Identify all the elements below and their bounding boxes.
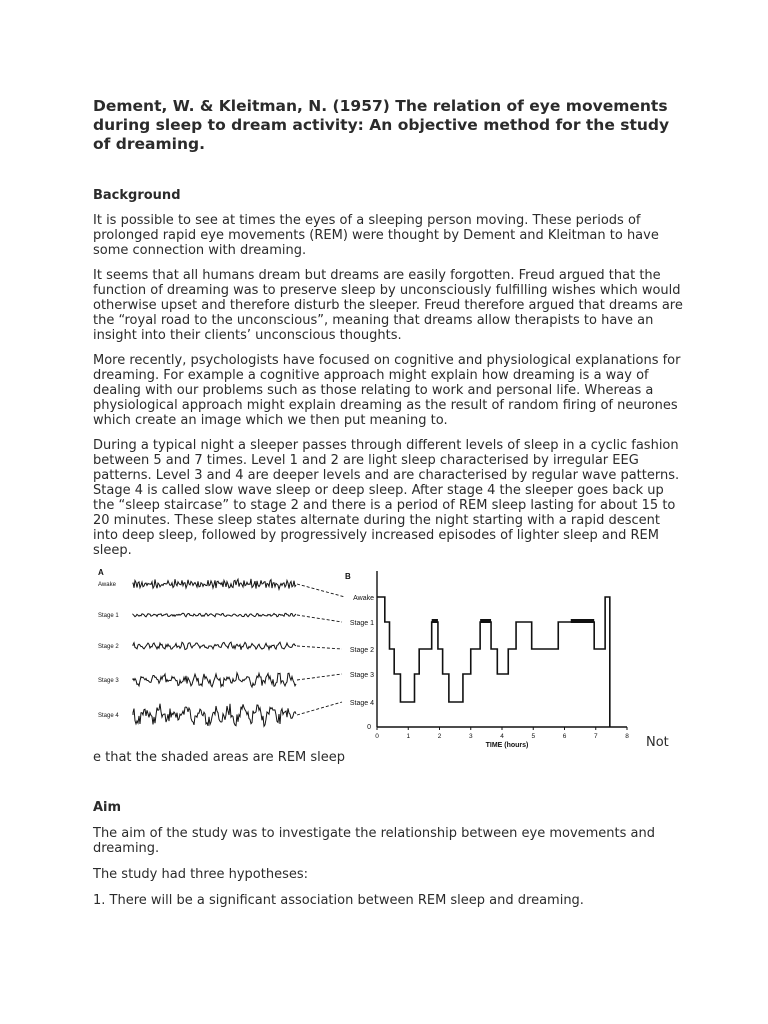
connector-stage-1 [297, 615, 342, 622]
connector-lines [297, 584, 345, 715]
sleep-figure-svg [93, 565, 683, 750]
x-tick-label-5: 5 [531, 733, 536, 740]
sleep-stages-figure [93, 565, 683, 750]
stage-label-stage-3: Stage 3 [349, 672, 374, 679]
x-tick-label-4: 4 [500, 733, 504, 740]
stage-labels [350, 595, 374, 707]
connector-stage-3 [297, 674, 342, 680]
x-tick-label-7: 7 [593, 733, 598, 740]
x-tick-label-6: 6 [562, 733, 567, 740]
background-paragraph-3: More recently, psychologists have focused on cognitive and physiological explanations for dreaming. For example a cognitive approach might explain how dreaming is a way of dealing with our problems such as those relating to work and personal life. Whereas a physiological approach might explain dreaming as the result of random firing of neurones which create an image which we then put meaning to. [93, 353, 681, 428]
eeg-trace-awake [133, 579, 296, 589]
x-tick-label-2: 2 [437, 733, 442, 740]
eeg-label-stage-2: Stage 2 [98, 644, 119, 650]
connector-awake [297, 584, 345, 597]
background-paragraph-2: It seems that all humans dream but dreams are easily forgotten. Freud argued that the function of dreaming was to preserve sleep by unconsciously fulfilling wishes which would otherwise upset and therefore disturb the sleeper. Freud therefore argued that dreams are the “royal road to the unconscious”, meaning that dreams allow therapists to have an insight into their clients’ unconscious thoughts. [93, 268, 683, 343]
background-paragraph-1: It is possible to see at times the eyes of a sleeping person moving. These periods of prolonged rapid eye movements (REM) were thought by Dement and Kleitman to have some connection with dreaming. [93, 213, 659, 258]
panel-a-label: A [98, 568, 104, 577]
document-title: Dement, W. & Kleitman, N. (1957) The relation of eye movements during sleep to dream activity: An objective method for the study of dreaming. [93, 97, 670, 153]
stage-label-stage-1: Stage 1 [349, 620, 374, 627]
connector-stage-2 [297, 646, 342, 649]
x-axis-label: TIME (hours) [485, 742, 529, 749]
eeg-label-stage-4: Stage 4 [98, 713, 119, 719]
aim-paragraph-2: The study had three hypotheses: [93, 867, 309, 882]
x-ticks [375, 727, 629, 740]
hypnogram-line [377, 597, 610, 727]
x-tick-label-0: 0 [375, 733, 379, 740]
x-tick-label-8: 8 [625, 733, 629, 740]
x-tick-label-1: 1 [406, 733, 411, 740]
caption-tail: Not [646, 735, 669, 750]
stage-label-stage-4: Stage 4 [349, 700, 374, 707]
eeg-traces [98, 579, 296, 726]
connector-stage-4 [297, 702, 342, 715]
background-heading: Background [93, 188, 181, 203]
aim-paragraph-1: The aim of the study was to investigate the relationship between eye movements and dreaming. [93, 826, 656, 856]
stage-label-awake: Awake [353, 595, 374, 602]
stage-label-stage-2: Stage 2 [349, 647, 374, 654]
background-paragraph-4: During a typical night a sleeper passes through different levels of sleep in a cyclic fashion between 5 and 7 times. Level 1 and 2 are light sleep characterised by irregular EEG patterns. Level 3 and 4 are deeper levels and are characterised by regular wave patterns. Stage 4 is called slow wave sleep or deep sleep. After stage 4 the sleeper goes back up the “sleep staircase” to stage 2 and there is a period of REM sleep lasting for about 15 to 20 minutes. These sleep states alternate during the night starting with a rapid descent into deep sleep, followed by progressively increased episodes of lighter sleep and REM sleep. [93, 438, 680, 558]
panel-b-label: B [345, 572, 351, 581]
eeg-label-stage-1: Stage 1 [98, 613, 119, 619]
x-tick-label-3: 3 [468, 733, 473, 740]
aim-heading: Aim [93, 800, 122, 815]
eeg-trace-stage-2 [133, 642, 296, 650]
eeg-trace-stage-3 [133, 673, 296, 687]
eeg-trace-stage-4 [133, 704, 296, 727]
eeg-label-stage-3: Stage 3 [98, 678, 119, 684]
y-zero-label: 0 [367, 724, 371, 731]
figure-caption: e that the shaded areas are REM sleep [93, 750, 346, 765]
eeg-trace-stage-1 [133, 613, 296, 617]
eeg-label-awake: Awake [98, 582, 116, 588]
aim-hypothesis-1: 1. There will be a significant association between REM sleep and dreaming. [93, 893, 584, 908]
